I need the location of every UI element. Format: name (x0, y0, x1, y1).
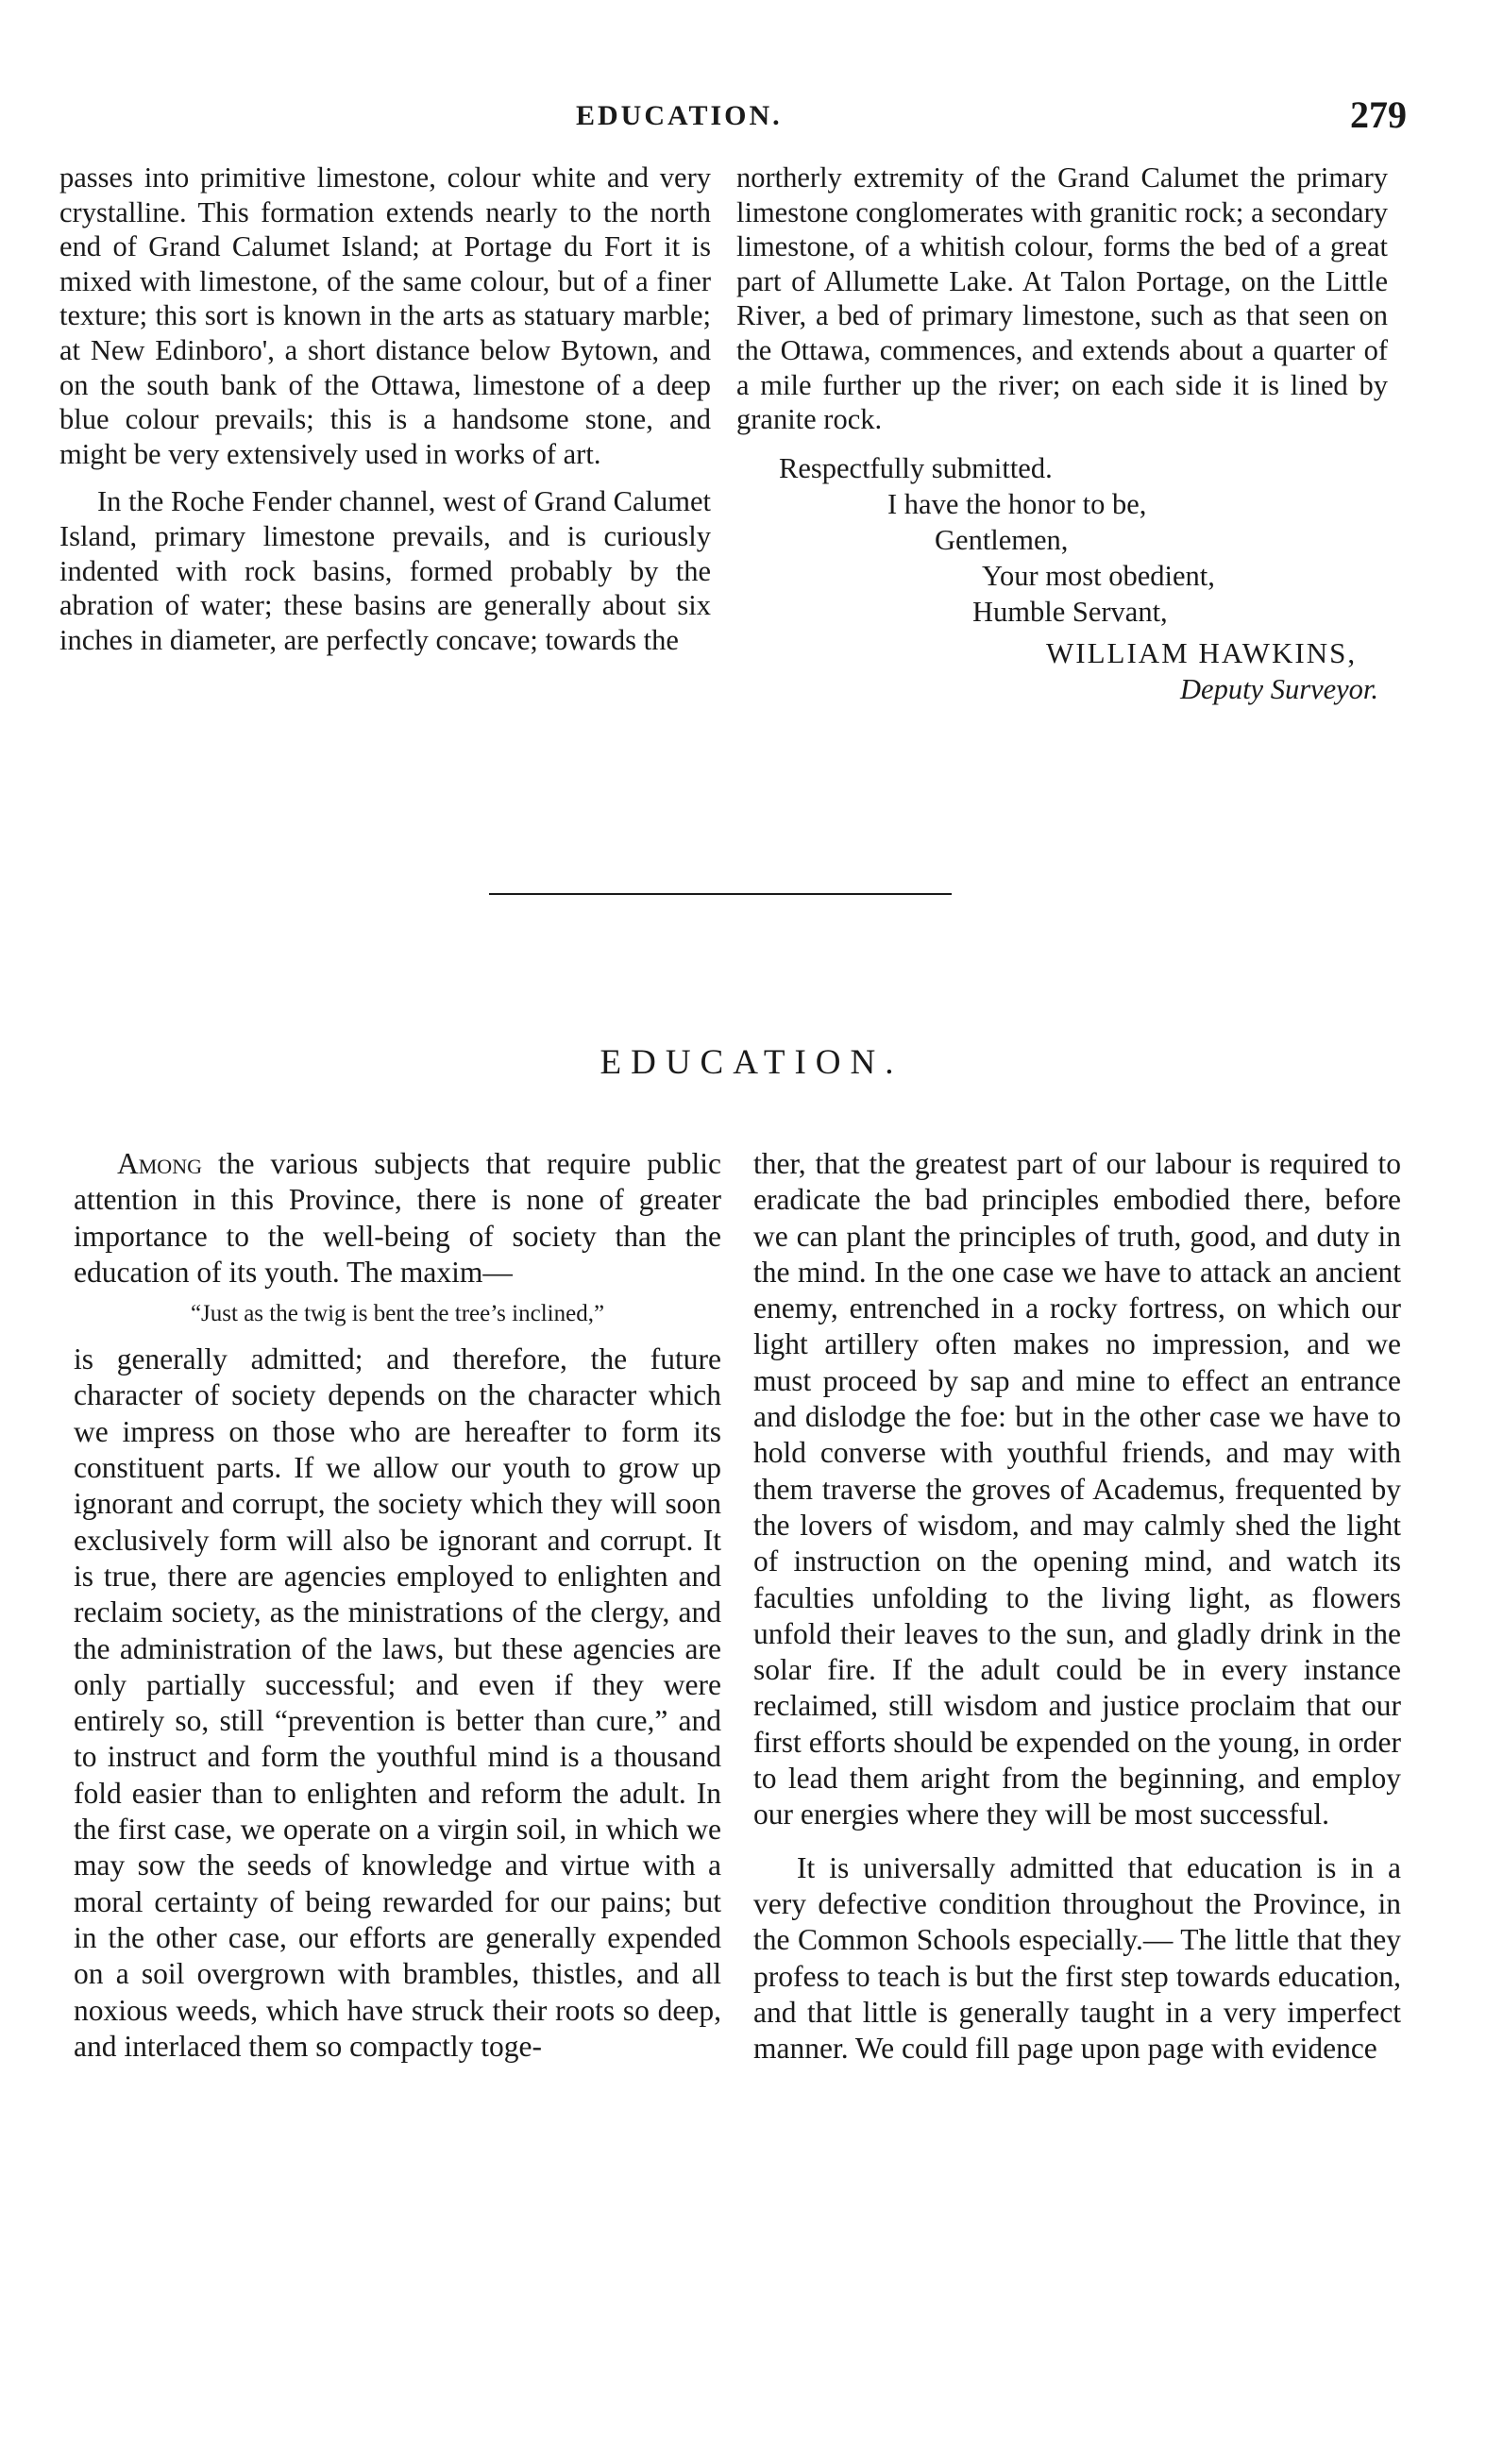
previous-article-left-column (59, 160, 711, 657)
previous-article-right-column (736, 160, 1388, 707)
paragraph: passes into primitive limestone, colour white and very crystalline. This formation extends nearly to the north end of Grand Calumet Island; at Portage du Fort it is mixed with limestone, of the same colour, but of a finer texture; this sort is known in the arts as statuary marble; at New Edinboro', a short distance below Bytown, and on the south bank of the Ottawa, limestone of a deep blue colour prevails; this is a handsome stone, and might be very extensively used in works of art. (59, 161, 711, 470)
page-header (0, 93, 1503, 140)
paragraph-text: the various subjects that require public attention in this Province, there is none of greater importance to the well-being of society than the education of its youth. The maxim— (74, 1147, 721, 1289)
paragraph: It is universally admitted that education is in a very defective condition throughout the Province, in the Common Schools especially.— The little that they profess to teach is but the first step towards education, and that little is generally taught in a very imperfect manner. We could fill page upon page with evidence (753, 1850, 1401, 2066)
closing-line: I have the honor to be, (887, 487, 1147, 520)
article-right-column (753, 1146, 1401, 2067)
article-left-column (74, 1146, 721, 2065)
paragraph: northerly extremity of the Grand Calumet the primary limestone conglomerates with granitic rock; a secondary limestone, of a whitish colour, forms the bed of a great part of Allumette Lake. At Talon Portage, on the Little River, a bed of primary limestone, such as that seen on the Ottawa, commences, and extends about a quarter of a mile further up the river; on each side it is lined by granite rock. (736, 161, 1388, 436)
opening-word: Among (117, 1147, 202, 1180)
closing-line: Gentlemen, (935, 523, 1069, 556)
paragraph: ther, that the greatest part of our labour is required to eradicate the bad principles embodied there, before we can plant the principles of truth, good, and duty in the mind. In the one case we have to attack an ancient enemy, entrenched in a rocky fortress, on which our light artillery often makes no impression, and we must proceed by sap and mine to effect an entrance and dislodge the foe: but in the other case we have to hold converse with youthful friends, and may with them traverse the groves of Academus, frequented by the lovers of wisdom, and may calmly shed the light of instruction on the opening mind, and watch its faculties unfolding to the living light, as flowers unfold their leaves to the sun, and gladly drink in the solar fire. If the adult could be in every instance reclaimed, still wisdom and justice proclaim that our first efforts should be expended on the young, in order to lead them aright from the beginning, and employ our energies where they will be most successful. (753, 1147, 1401, 1831)
epigraph: “Just as the twig is bent the tree’s inclined,” (190, 1301, 605, 1327)
paragraph: In the Roche Fender channel, west of Grand Calumet Island, primary limestone prevails, and is curiously indented with rock basins, formed probably by the abration of water; these basins are generally about six inches in diameter, are perfectly concave; towards the (59, 485, 711, 656)
section-divider (489, 893, 952, 895)
paragraph: is generally admitted; and therefore, the future character of society depends on the character which we impress on those who are hereafter to form its constituent parts. If we allow our youth to grow up ignorant and corrupt, the society which they will soon exclusively form will also be ignorant and corrupt. It is true, there are agencies employed to enlighten and reclaim society, as the ministrations of the clergy, and the administration of the laws, but these agencies are only partially successful; and even if they were entirely so, still “prevention is better than cure,” and to instruct and form the youthful mind is a thousand fold easier than to enlighten and reform the adult. In the first case, we operate on a virgin soil, in which we may sow the seeds of knowledge and virtue with a moral certainty of being rewarded for our pains; but in the other case, our efforts are generally expended on a soil overgrown with brambles, thistles, and all noxious weeds, which have struck their roots so deep, and interlaced them so compactly toge- (74, 1342, 721, 2063)
section-title: EDUCATION. (600, 1043, 903, 1082)
closing-line: Your most obedient, (982, 559, 1215, 592)
signature-name: WILLIAM HAWKINS, (1046, 635, 1358, 669)
paragraph (74, 1146, 721, 1291)
letter-closing (736, 450, 1388, 707)
page-number: 279 (1350, 93, 1407, 136)
closing-line: Humble Servant, (972, 595, 1168, 628)
closing-line: Respectfully submitted. (779, 451, 1053, 484)
running-head: EDUCATION. (576, 100, 783, 131)
signature-title: Deputy Surveyor. (1180, 672, 1379, 705)
